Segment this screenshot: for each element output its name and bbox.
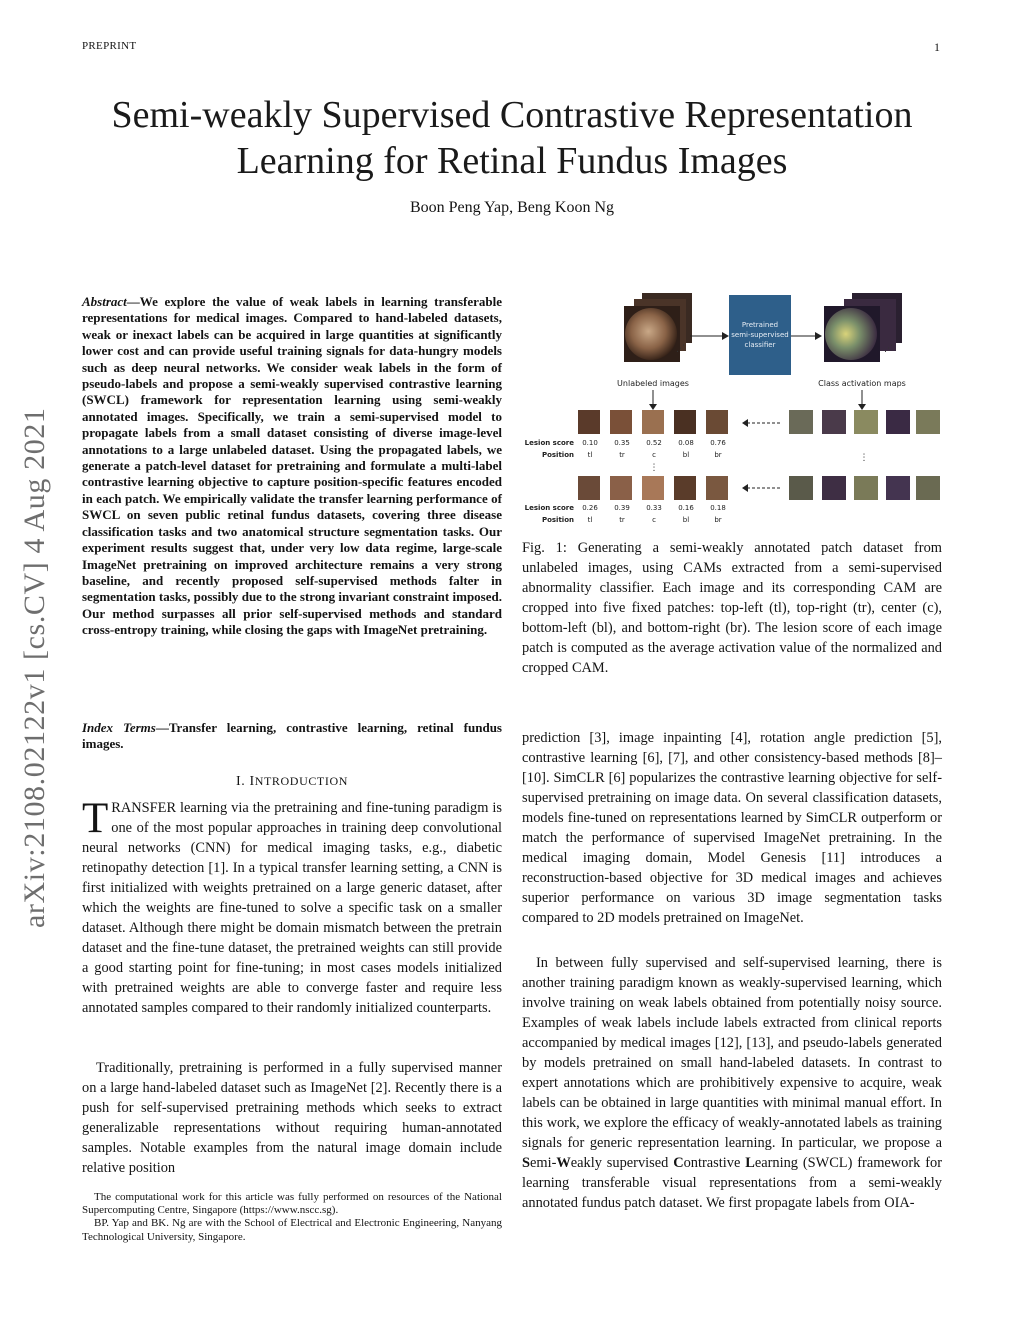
authors: Boon Peng Yap, Beng Koon Ng bbox=[409, 199, 614, 216]
intro-p1-text: learning via the pretraining and fine-tuning paradigm is one of the most popular approaches in training deep convolutional neural networks (CNN) for medical imaging tasks, e.g., diabetic retinopathy detection [1]. In a typical transfer learning setting, a CNN is first initialized with weights pretrained on a large generic dataset, after which the weights are fine-tuned to solve a specific task on a smaller dataset. Although there might be domain mismatch between the pretrain dataset and the fine-tune dataset, the pretrained weights can still provide a good starting point for fine-tuning; in most cases models initialized with pretrained weights are able to converge faster and require less annotated samples compared to their randomly initialized counterparts. bbox=[82, 800, 502, 1016]
drop-cap: T bbox=[82, 795, 109, 842]
paper-title bbox=[40, 92, 984, 184]
acronym-s: S bbox=[522, 1155, 531, 1171]
arrow-head bbox=[722, 332, 729, 340]
footnote bbox=[82, 1191, 502, 1244]
drop-cap-rest: RANSFER bbox=[111, 800, 177, 816]
section-title-rest: NTRODUCTION bbox=[254, 774, 348, 788]
arxiv-side-stamp: arXiv:2108.02122v1 [cs.CV] 4 Aug 2021 bbox=[18, 407, 51, 928]
section-number: I. bbox=[236, 774, 250, 789]
right-p2-d: ontrastive bbox=[683, 1155, 746, 1171]
index-terms-text: —Transfer learning, contrastive learning, retinal fundus images. bbox=[82, 720, 502, 752]
title-line-1: Semi-weakly Supervised Contrastive Representation bbox=[111, 94, 913, 136]
acronym-l: L bbox=[745, 1155, 755, 1171]
abstract-text: —We explore the value of weak labels in learning transferable representations for medical images. Compared to hand-labeled datasets, weak or inexact labels can be acquired in large quantities at significantly lower cost and can provide useful training signals for data-hungry models such as deep neural networks. We consider weak labels in the form of pseudo-labels and propose a semi-weakly supervised contrastive learning (SWCL) framework for representation learning using semi-weakly annotated images. Specifically, we train a semi-supervised model to propagate labels from a small dataset consisting of diverse image-level annotations to a large unlabeled dataset. Using the propagated labels, we generate a patch-level dataset for pretraining and formulate a multi-label contrastive learning objective to capture position-specific features encoded in each patch. We empirically validate the transfer learning performance of SWCL on seven public retinal fundus datasets, covering three disease classification tasks and two anatomical structure segmentation tasks. Our experiment results suggest that, under very low data regime, large-scale ImageNet pretraining on improved architecture remains a very strong baseline, and recently proposed self-supervised methods falter in segmentation tasks, possibly due to the strong invariant constraint imposed. Our method surpasses all prior self-supervised methods and standard cross-entropy training, while closing the gaps with ImageNet pretraining. bbox=[82, 294, 502, 638]
index-terms-lead: Index Terms bbox=[82, 720, 156, 735]
unlabeled-images-label: Unlabeled images bbox=[617, 379, 689, 388]
acronym-w: W bbox=[556, 1155, 571, 1171]
row1-pos-0: tl bbox=[587, 451, 593, 459]
right-p2-b: emi- bbox=[530, 1155, 557, 1171]
dashed-arrow-head-row-2 bbox=[742, 484, 748, 492]
right-p2-c: eakly supervised bbox=[570, 1155, 674, 1171]
row2-score-4: 0.18 bbox=[710, 504, 726, 512]
running-header: PREPRINT bbox=[82, 40, 137, 52]
section-heading bbox=[82, 774, 502, 790]
footnote-2: BP. Yap and BK. Ng are with the School of Electrical and Electronic Engineering, Nanyang Technological University, Singapore. bbox=[82, 1217, 502, 1243]
intro-paragraph-1 bbox=[82, 795, 502, 1018]
class-activation-maps-label: Class activation maps bbox=[818, 379, 906, 388]
unlabeled-image-stack bbox=[624, 293, 692, 362]
cam-stack-ellipsis: ⋰ bbox=[884, 344, 893, 354]
classifier-label-3: classifier bbox=[744, 341, 776, 349]
figure-1-diagram bbox=[524, 290, 942, 530]
title-line-2: Learning for Retinal Fundus Images bbox=[236, 140, 788, 182]
abstract-lead: Abstract bbox=[82, 294, 127, 309]
row1-score-3: 0.08 bbox=[678, 439, 694, 447]
row2-pos-0: tl bbox=[587, 516, 593, 524]
image-patches-row-2 bbox=[578, 476, 728, 500]
row1-score-1: 0.35 bbox=[614, 439, 630, 447]
figure-caption: Fig. 1: Generating a semi-weakly annotated patch dataset from unlabeled images, using CAMs extracted from a semi-supervised abnormality classifier. Each image and its corresponding CAM are cropped into five fixed patches: top-left (tl), top-right (tr), center (c), bottom-left (bl), and bottom-right (br). The lesion score of each image patch is computed as the average activation value of the normalized and cropped CAM. bbox=[522, 540, 942, 676]
right-p2-a: In between fully supervised and self-supervised learning, there is another training paradigm known as weakly-supervised learning, which involve training on weak labels obtained from potentially noisy source. Examples of weak labels include labels extracted from clinical reports accompanied by medical images [12], [13], and pseudo-labels generated by models pretrained on small hand-labeled datasets. In contrast to expert annotations which are prohibitively expensive to acquire, weak labels can be obtained in large quantities with minimal manual effort. In this work, we explore the efficacy of weakly-annotated labels as training signals for generic representation learning. In particular, we propose a bbox=[522, 955, 942, 1151]
row2-lesion-label: Lesion score bbox=[524, 504, 574, 512]
vertical-ellipsis-right: ⋮ bbox=[859, 453, 869, 463]
cam-image-stack bbox=[824, 293, 902, 362]
row1-pos-4: br bbox=[714, 451, 722, 459]
acronym-c: C bbox=[673, 1155, 684, 1171]
row1-score-0: 0.10 bbox=[582, 439, 598, 447]
cam-patches-row-2 bbox=[789, 476, 940, 500]
right-p2-e: earning (SWCL) framework for learning transferable visual representations from a semi-weakly annotated fundus patch dataset. We first propagate labels from OIA- bbox=[522, 1155, 942, 1211]
row2-pos-4: br bbox=[714, 516, 722, 524]
row2-score-1: 0.39 bbox=[614, 504, 630, 512]
abstract bbox=[82, 294, 502, 639]
row1-position-label: Position bbox=[541, 451, 574, 459]
row1-score-4: 0.76 bbox=[710, 439, 726, 447]
dashed-arrow-head-row-1 bbox=[742, 419, 748, 427]
row1-pos-2: c bbox=[652, 451, 656, 459]
row2-pos-3: bl bbox=[682, 516, 690, 524]
row1-pos-3: bl bbox=[682, 451, 690, 459]
image-patches-row-1 bbox=[578, 410, 728, 434]
row2-score-3: 0.16 bbox=[678, 504, 694, 512]
vertical-ellipsis-left: ⋮ bbox=[649, 463, 659, 473]
stack-ellipsis: ⋰ bbox=[676, 344, 685, 354]
classifier-label-1: Pretrained bbox=[741, 321, 779, 329]
row1-score-2: 0.52 bbox=[646, 439, 662, 447]
figure-1 bbox=[524, 290, 942, 530]
intro-paragraph-2: Traditionally, pretraining is performed in a fully supervised manner on a large hand-labeled dataset such as ImageNet [2]. Recently there is a push for self-supervised pretraining methods which seeks to extract generalizable representations without requiring human-annotated samples. Notable examples from the natural image domain include relative position bbox=[82, 1060, 502, 1176]
arrow-down-left-head bbox=[649, 404, 657, 410]
row2-score-2: 0.33 bbox=[646, 504, 662, 512]
arrow-head-2 bbox=[815, 332, 822, 340]
right-paragraph-1: prediction [3], image inpainting [4], rotation angle prediction [5], contrastive learning [6], [7], and other consistency-based methods [8]–[10]. SimCLR [6] popularizes the contrastive learning objective for self-supervised pretraining on image data. On several classification datasets, models fine-tuned on representations learned by SimCLR outperform or match the performance of supervised ImageNet pretraining. In the medical imaging domain, Model Genesis [11] introduces a reconstruction-based objective for 3D medical images and achieves superior performance on various 3D image segmentation tasks compared to 2D models pretrained on ImageNet. bbox=[522, 730, 942, 926]
classifier-label-2: semi-supervised bbox=[731, 331, 789, 339]
row2-pos-2: c bbox=[652, 516, 656, 524]
page-number: 1 bbox=[934, 40, 940, 54]
row1-lesion-label: Lesion score bbox=[524, 439, 574, 447]
row2-score-0: 0.26 bbox=[582, 504, 598, 512]
cam-patches-row-1 bbox=[789, 410, 940, 434]
footnote-1: The computational work for this article was fully performed on resources of the National Supercomputing Centre, Singapore (https://www.nscc.sg). bbox=[82, 1191, 502, 1217]
index-terms bbox=[82, 720, 502, 753]
row2-position-label: Position bbox=[541, 516, 574, 524]
arrow-down-right-head bbox=[858, 404, 866, 410]
row2-pos-1: tr bbox=[619, 516, 625, 524]
right-paragraph-2 bbox=[522, 953, 942, 1213]
section-first-letter: I bbox=[249, 774, 255, 789]
row1-pos-1: tr bbox=[619, 451, 625, 459]
